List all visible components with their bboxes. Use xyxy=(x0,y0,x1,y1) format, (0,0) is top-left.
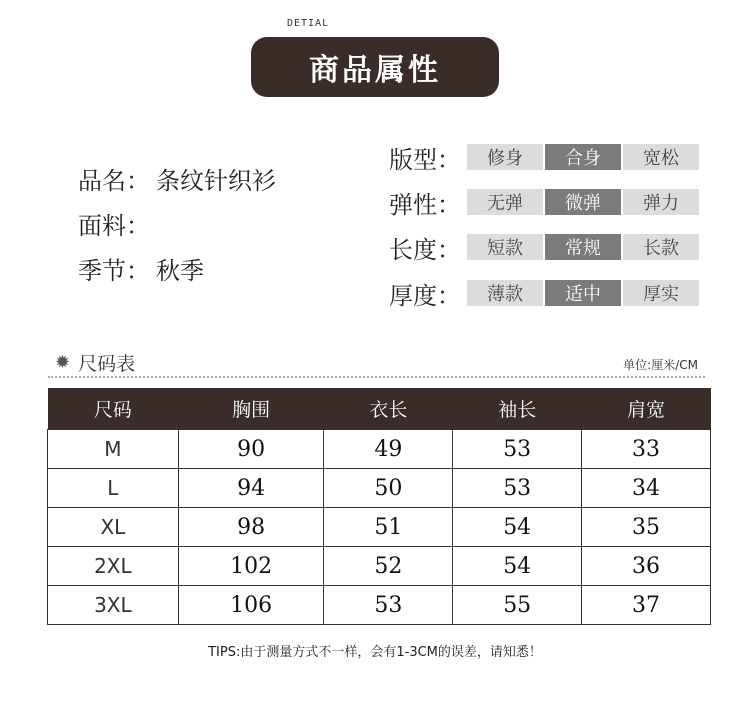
info-value: 条纹针织衫 xyxy=(156,167,276,195)
attr-row-fit xyxy=(389,143,701,174)
table-cell: 35 xyxy=(582,508,711,547)
attr-option-selected: 常规 xyxy=(545,234,621,260)
table-cell: 36 xyxy=(582,547,711,586)
table-cell: 90 xyxy=(178,430,324,469)
dotted-divider xyxy=(48,376,705,378)
section-title-banner xyxy=(251,37,499,97)
attr-option: 宽松 xyxy=(623,144,699,170)
info-value: 秋季 xyxy=(156,257,204,285)
section-title: 商品属性 xyxy=(309,53,441,88)
info-season xyxy=(78,251,204,286)
table-row xyxy=(48,508,711,547)
attr-label: 长度： xyxy=(389,235,461,264)
table-cell: 33 xyxy=(582,430,711,469)
table-cell-size: 2XL xyxy=(48,547,179,586)
table-cell: 106 xyxy=(178,586,324,625)
table-header-row xyxy=(48,388,711,430)
table-cell: 94 xyxy=(178,469,324,508)
table-cell: 53 xyxy=(453,430,582,469)
size-table xyxy=(47,388,711,625)
attr-row-elasticity xyxy=(389,188,701,219)
table-cell: 98 xyxy=(178,508,324,547)
table-cell: 34 xyxy=(582,469,711,508)
table-cell: 37 xyxy=(582,586,711,625)
table-cell: 102 xyxy=(178,547,324,586)
table-cell: 51 xyxy=(324,508,453,547)
attr-option: 长款 xyxy=(623,234,699,260)
attr-option: 无弹 xyxy=(467,189,543,215)
table-cell: 54 xyxy=(453,508,582,547)
attr-row-thickness xyxy=(389,279,701,310)
table-cell: 54 xyxy=(453,547,582,586)
attr-option: 厚实 xyxy=(623,280,699,306)
attr-option-selected: 微弹 xyxy=(545,189,621,215)
attr-label: 版型： xyxy=(389,145,461,174)
info-fabric xyxy=(78,206,156,241)
attr-option: 薄款 xyxy=(467,280,543,306)
unit-label: 单位:厘米/CM xyxy=(623,358,698,372)
attr-option-selected: 适中 xyxy=(545,280,621,306)
table-cell: 52 xyxy=(324,547,453,586)
table-cell-size: M xyxy=(48,430,179,469)
table-cell: 53 xyxy=(453,469,582,508)
info-label: 品名： xyxy=(78,167,150,195)
attr-row-length xyxy=(389,233,701,264)
tips-note: TIPS:由于测量方式不一样，会有1-3CM的误差，请知悉！ xyxy=(208,645,542,660)
table-row xyxy=(48,430,711,469)
table-header-cell: 衣长 xyxy=(324,388,453,430)
table-cell: 50 xyxy=(324,469,453,508)
size-chart-heading xyxy=(55,349,135,376)
table-cell-size: XL xyxy=(48,508,179,547)
table-header-cell: 胸围 xyxy=(178,388,324,430)
table-cell-size: 3XL xyxy=(48,586,179,625)
table-row xyxy=(48,547,711,586)
gear-icon: ✹ xyxy=(55,352,71,373)
table-cell: 53 xyxy=(324,586,453,625)
table-cell: 55 xyxy=(453,586,582,625)
attr-label: 厚度： xyxy=(389,281,461,310)
attr-option: 弹力 xyxy=(623,189,699,215)
table-cell: 49 xyxy=(324,430,453,469)
table-row xyxy=(48,469,711,508)
table-cell-size: L xyxy=(48,469,179,508)
attr-option: 短款 xyxy=(467,234,543,260)
size-chart-title: 尺码表 xyxy=(78,353,136,375)
table-header-cell: 肩宽 xyxy=(582,388,711,430)
attr-option-selected: 合身 xyxy=(545,144,621,170)
info-label: 季节： xyxy=(78,257,150,285)
table-header-cell: 尺码 xyxy=(48,388,179,430)
info-label: 面料： xyxy=(78,212,150,240)
attr-option: 修身 xyxy=(467,144,543,170)
info-product-name xyxy=(78,161,276,196)
attr-label: 弹性： xyxy=(389,190,461,219)
table-header-cell: 袖长 xyxy=(453,388,582,430)
table-row xyxy=(48,586,711,625)
detial-label: DETIAL xyxy=(287,18,330,29)
